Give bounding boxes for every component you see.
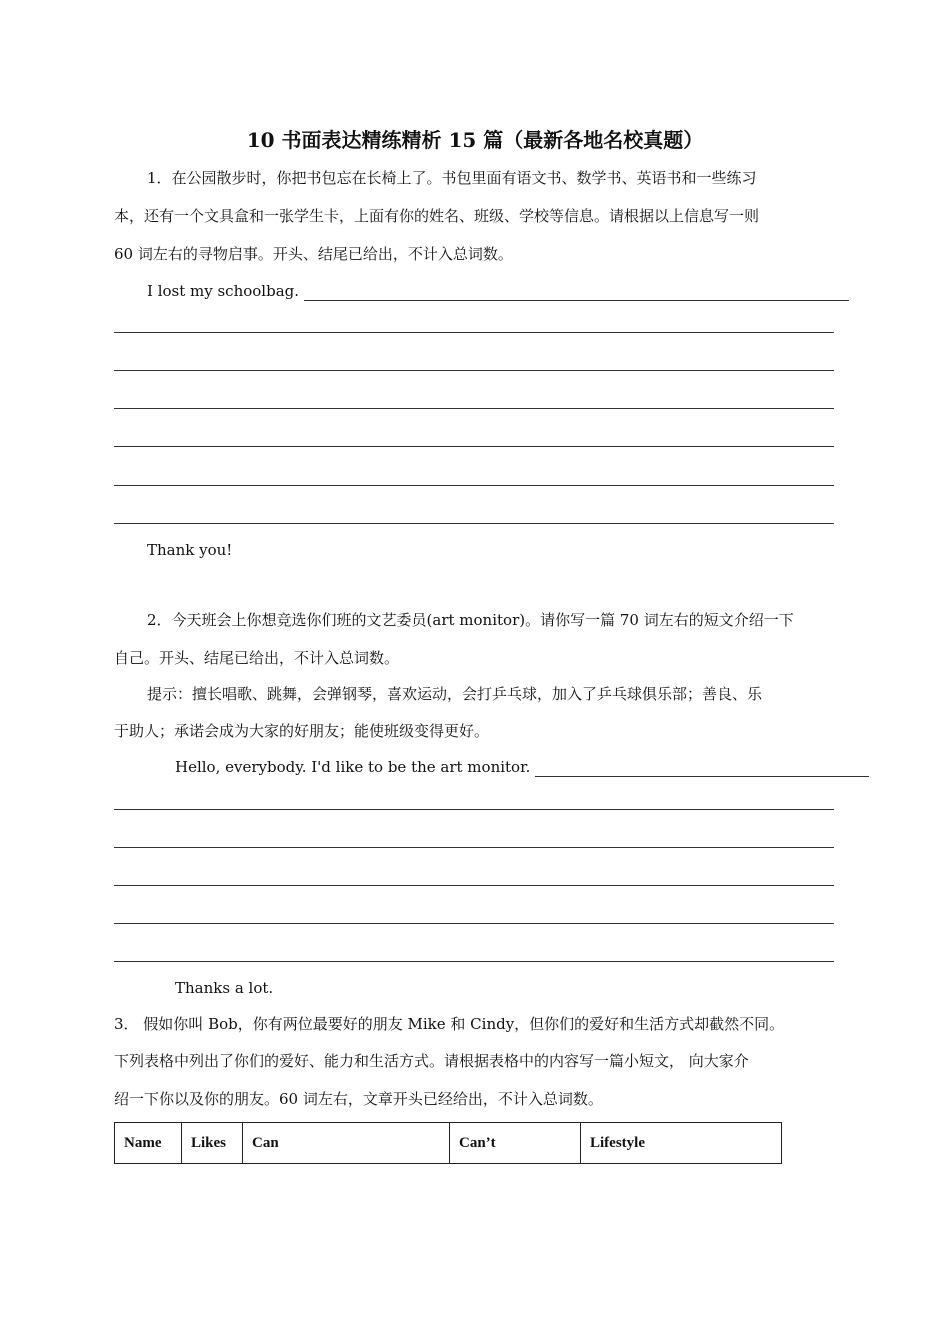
table-header-row: [115, 1123, 782, 1164]
q2-hint-line-2: 于助人；承诺会成为大家的好朋友；能使班级变得更好。: [114, 722, 490, 740]
q1-answer-line[interactable]: [114, 485, 834, 486]
q1-answer-line[interactable]: [114, 523, 834, 524]
q1-opening-line: [147, 281, 867, 301]
q2-answer-line[interactable]: [114, 809, 834, 810]
q3-prompt-line-1: 3． 假如你叫 Bob，你有两位最要好的朋友 Mike 和 Cindy，但你们的爱好和生活方式却截然不同。: [114, 1015, 785, 1033]
q2-hint-line-1: 提示：擅长唱歌、跳舞，会弹钢琴，喜欢运动，会打乒乓球，加入了乒乓球俱乐部；善良、乐: [147, 685, 763, 703]
q1-prompt-line-2: 本，还有一个文具盒和一张学生卡，上面有你的姓名、班级、学校等信息。请根据以上信息写一则: [114, 207, 760, 225]
q2-answer-line[interactable]: [114, 885, 834, 886]
q2-prompt-line-2: 自己。开头、结尾已给出，不计入总词数。: [114, 649, 400, 667]
q2-opening-text: Hello, everybody. I'd like to be the art monitor.: [175, 758, 531, 776]
table-header-name: Name: [115, 1123, 182, 1164]
q3-prompt-line-2: 下列表格中列出了你们的爱好、能力和生活方式。请根据表格中的内容写一篇小短文， 向大家介: [114, 1052, 749, 1070]
q1-prompt-line-1: 1．在公园散步时，你把书包忘在长椅上了。书包里面有语文书、数学书、英语书和一些练习: [147, 169, 757, 187]
q2-answer-line[interactable]: [114, 847, 834, 848]
table-header-lifestyle: Lifestyle: [581, 1123, 782, 1164]
q2-answer-line[interactable]: [114, 923, 834, 924]
q1-answer-line[interactable]: [114, 370, 834, 371]
table-header-likes: Likes: [182, 1123, 243, 1164]
q2-closing-text: Thanks a lot.: [175, 979, 274, 997]
q2-prompt-line-1: 2．今天班会上你想竞选你们班的文艺委员(art monitor)。请你写一篇 70 词左右的短文介绍一下: [147, 611, 794, 629]
table-header-can: Can: [243, 1123, 450, 1164]
q1-opening-text: I lost my schoolbag.: [147, 282, 300, 300]
q1-prompt-line-3: 60 词左右的寻物启事。开头、结尾已给出，不计入总词数。: [114, 245, 513, 263]
q1-answer-line[interactable]: [114, 408, 834, 409]
q1-answer-blank[interactable]: [304, 286, 849, 301]
page-title: 10 书面表达精练精析 15 篇（最新各地名校真题）: [246, 128, 704, 152]
q2-answer-line[interactable]: [114, 961, 834, 962]
q3-prompt-line-3: 绍一下你以及你的朋友。60 词左右，文章开头已经给出，不计入总词数。: [114, 1090, 603, 1108]
q1-answer-line[interactable]: [114, 332, 834, 333]
q2-opening-line: [175, 757, 895, 777]
q2-answer-blank[interactable]: [535, 762, 869, 777]
hobbies-table: [114, 1122, 782, 1164]
q1-closing-text: Thank you!: [147, 541, 233, 559]
table-header-cant: Can’t: [450, 1123, 581, 1164]
q1-answer-line[interactable]: [114, 446, 834, 447]
